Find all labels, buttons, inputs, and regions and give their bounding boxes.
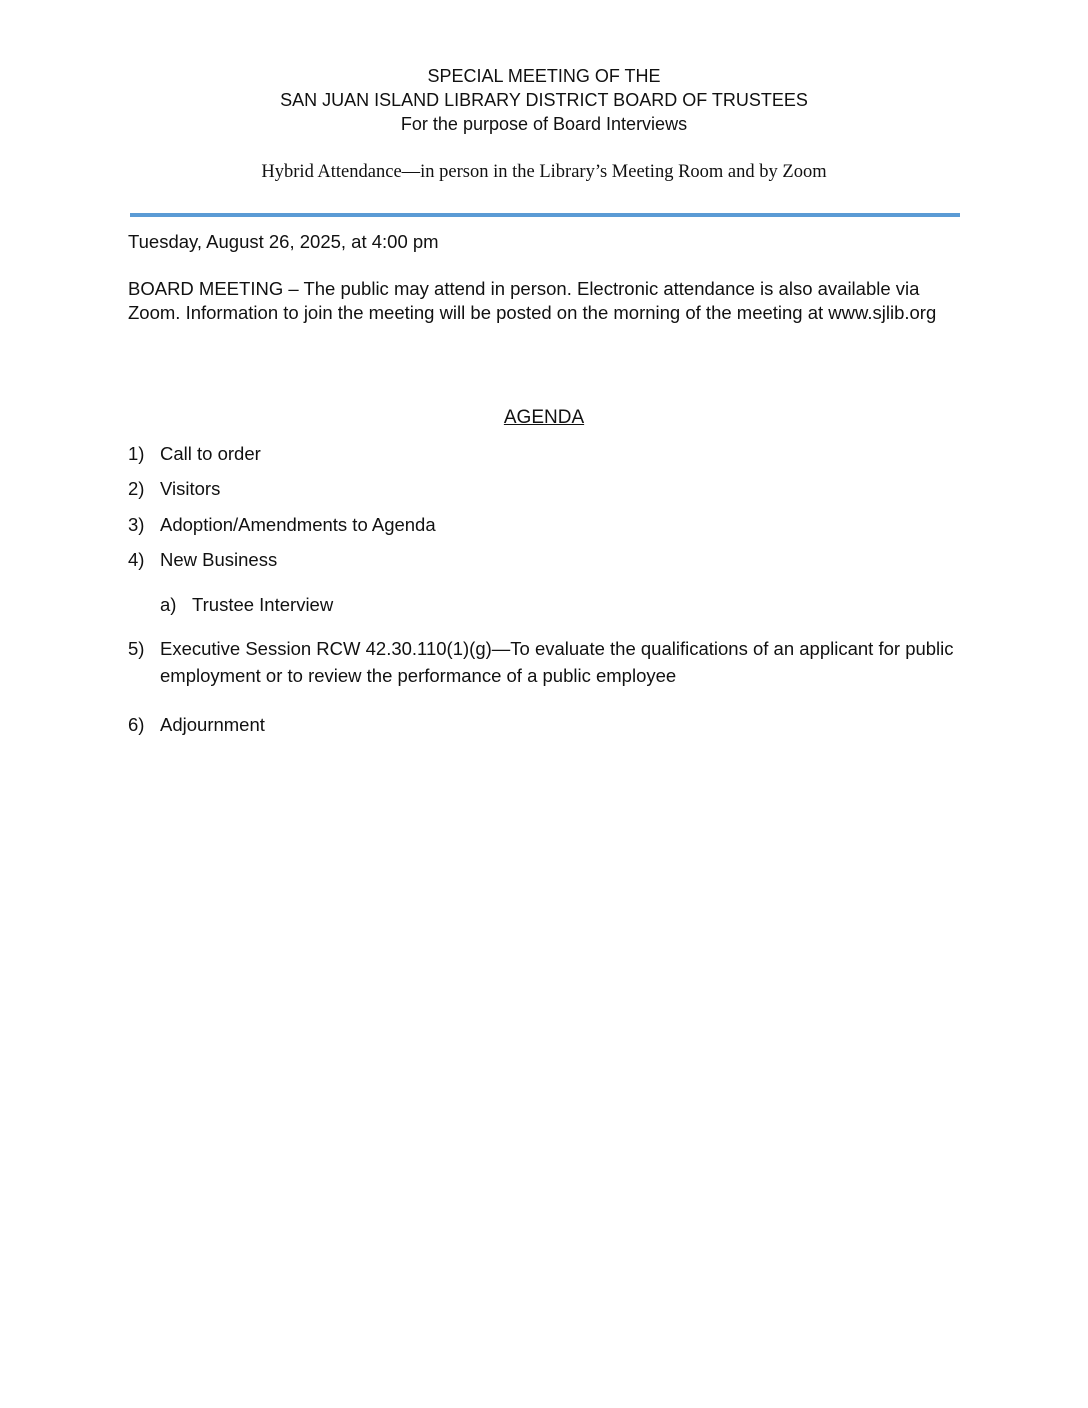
agenda-item-text: Adjournment	[160, 714, 265, 735]
header-line-2: SAN JUAN ISLAND LIBRARY DISTRICT BOARD OF TRUSTEES	[280, 90, 808, 110]
document-header	[128, 64, 960, 136]
agenda-item-text: Call to order	[160, 443, 261, 464]
agenda-sub-item-letter: a)	[160, 594, 177, 615]
header-divider	[130, 213, 960, 217]
agenda-item-text: Visitors	[160, 478, 221, 499]
attendance-subheader: Hybrid Attendance—in person in the Library’s Meeting Room and by Zoom	[261, 162, 827, 182]
agenda-sub-item-text: Trustee Interview	[192, 594, 334, 615]
meeting-date: Tuesday, August 26, 2025, at 4:00 pm	[128, 231, 439, 252]
agenda-item-number: 6)	[128, 714, 145, 735]
agenda-item-text: Adoption/Amendments to Agenda	[160, 514, 436, 535]
agenda-item-number: 4)	[128, 549, 145, 570]
agenda-title: AGENDA	[503, 407, 585, 428]
agenda-item-text: Executive Session RCW 42.30.110(1)(g)—To evaluate the qualifications of an applicant for public employment or to review the performance of a public employee	[160, 638, 954, 686]
agenda-item-text: New Business	[160, 549, 278, 570]
agenda-item-number: 5)	[128, 638, 145, 659]
header-line-1: SPECIAL MEETING OF THE	[427, 66, 661, 86]
agenda-item-number: 2)	[128, 478, 145, 499]
header-line-3: For the purpose of Board Interviews	[400, 114, 688, 134]
board-meeting-notice: BOARD MEETING – The public may attend in person. Electronic attendance is also available via Zoom. Information to join the meeting will be posted on the morning of the meeting at www.sjlib.org	[128, 278, 937, 323]
agenda-item-number: 3)	[128, 514, 145, 535]
agenda-item-number: 1)	[128, 443, 145, 464]
